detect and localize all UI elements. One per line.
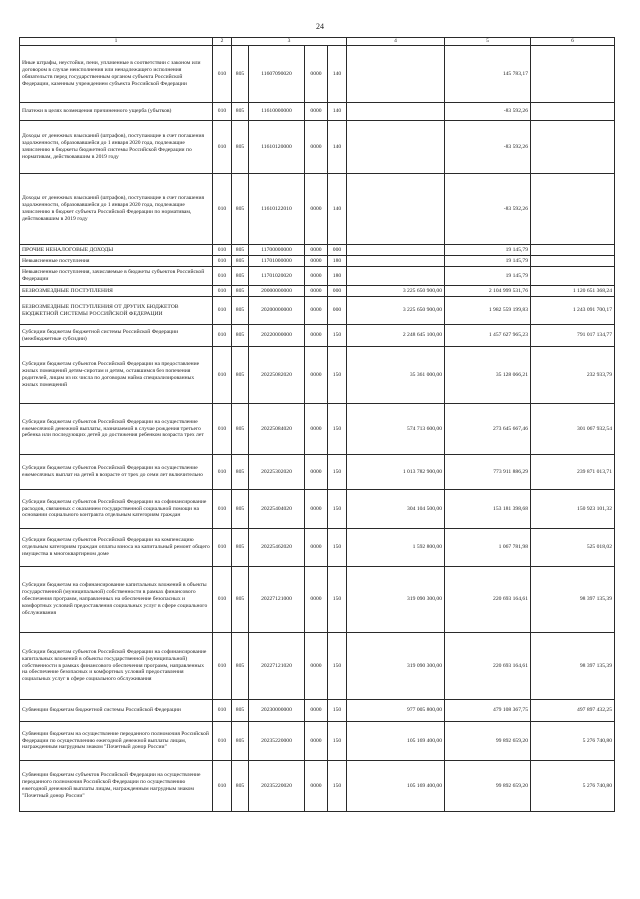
program-code: 0000 [305,103,328,121]
remaining-amount: 5 276 740,80 [531,761,615,812]
chapter-code: 805 [232,404,249,455]
admin-code: 010 [213,121,232,174]
kosgu-code: 180 [328,267,347,286]
row-name: Субсидии бюджетам на софинансирование капитальных вложений в объекты государственной (муниципальной) собственности в рамках финансового обеспечения программ, направленных на обеспечение безопасных и комфортных условий предоставления социальных услуг в сфере социального обслуживания [20,567,213,633]
admin-code: 010 [213,455,232,490]
actual-amount: 220 693 164,61 [445,567,531,633]
column-header: 3 [232,38,347,46]
plan-amount: 574 713 600,00 [347,404,445,455]
plan-amount [347,256,445,267]
chapter-code: 805 [232,490,249,529]
plan-amount [347,267,445,286]
plan-amount: 977 005 800,00 [347,700,445,722]
row-name: Доходы от денежных взысканий (штрафов), поступающие в счет погашения задолженности, образовавшейся до 1 января 2020 года, подлежащие зачислению в бюджет субъекта Российской Федерации по нормативам, действовавшим в 2019 году [20,174,213,245]
actual-amount: 1 067 781,98 [445,529,531,567]
admin-code: 010 [213,325,232,347]
plan-amount: 105 169 400,00 [347,761,445,812]
admin-code: 010 [213,103,232,121]
admin-code: 010 [213,490,232,529]
remaining-amount: 239 871 013,71 [531,455,615,490]
remaining-amount: 98 397 135,39 [531,567,615,633]
kosgu-code: 140 [328,121,347,174]
plan-amount [347,174,445,245]
chapter-code: 805 [232,455,249,490]
program-code: 0000 [305,633,328,700]
revenue-code: 20220000000 [249,325,305,347]
revenue-code: 20227121000 [249,567,305,633]
revenue-code: 20230000000 [249,700,305,722]
actual-amount: 479 108 367,75 [445,700,531,722]
program-code: 0000 [305,174,328,245]
row-name: Субвенции бюджетам бюджетной системы Российской Федерации [20,700,213,722]
table-row [20,286,615,297]
chapter-code: 805 [232,256,249,267]
table-row [20,325,615,347]
program-code: 0000 [305,761,328,812]
plan-amount [347,121,445,174]
column-header: 2 [213,38,232,46]
remaining-amount: 5 276 740,80 [531,722,615,761]
remaining-amount: 150 923 101,32 [531,490,615,529]
plan-amount [347,46,445,103]
program-code: 0000 [305,267,328,286]
kosgu-code: 140 [328,174,347,245]
admin-code: 010 [213,529,232,567]
table-row [20,722,615,761]
actual-amount: 35 128 066,21 [445,347,531,404]
table-row [20,455,615,490]
row-name: Субсидии бюджетам субъектов Российской Федерации на предоставление жилых помещений детям-сиротам и детям, оставшимся без попечения родителей, лицам из их числа по договорам найма специализированных жилых помещений [20,347,213,404]
admin-code: 010 [213,297,232,325]
table-row [20,245,615,256]
row-name: БЕЗВОЗМЕЗДНЫЕ ПОСТУПЛЕНИЯ [20,286,213,297]
remaining-amount [531,46,615,103]
revenue-code: 11610000000 [249,103,305,121]
chapter-code: 805 [232,722,249,761]
actual-amount: 2 104 999 531,76 [445,286,531,297]
table-row [20,121,615,174]
admin-code: 010 [213,633,232,700]
kosgu-code: 150 [328,529,347,567]
kosgu-code: 000 [328,286,347,297]
kosgu-code: 150 [328,761,347,812]
admin-code: 010 [213,404,232,455]
program-code: 0000 [305,256,328,267]
admin-code: 010 [213,174,232,245]
kosgu-code: 150 [328,404,347,455]
admin-code: 010 [213,256,232,267]
chapter-code: 805 [232,700,249,722]
admin-code: 010 [213,722,232,761]
remaining-amount: 497 897 432,25 [531,700,615,722]
chapter-code: 805 [232,347,249,404]
chapter-code: 805 [232,267,249,286]
program-code: 0000 [305,700,328,722]
revenue-table [19,37,615,812]
column-header: 6 [531,38,615,46]
kosgu-code: 180 [328,256,347,267]
actual-amount: 220 693 164,61 [445,633,531,700]
chapter-code: 805 [232,121,249,174]
row-name: Субсидии бюджетам субъектов Российской Федерации на софинансирование расходов, связанных с оказанием государственной социальной помощи на основании социального контракта отдельным категориям граждан [20,490,213,529]
revenue-code: 20225084020 [249,404,305,455]
table-row [20,46,615,103]
actual-amount: 153 181 398,68 [445,490,531,529]
actual-amount: -83 592,26 [445,121,531,174]
row-name: Платежи в целях возмещения причиненного ущерба (убытков) [20,103,213,121]
chapter-code: 805 [232,46,249,103]
admin-code: 010 [213,245,232,256]
table-row [20,567,615,633]
kosgu-code: 140 [328,103,347,121]
revenue-code: 20227121020 [249,633,305,700]
admin-code: 010 [213,567,232,633]
actual-amount: 273 645 667,46 [445,404,531,455]
revenue-code: 11607090020 [249,46,305,103]
chapter-code: 805 [232,325,249,347]
remaining-amount: 98 397 135,39 [531,633,615,700]
plan-amount: 1 013 782 900,00 [347,455,445,490]
program-code: 0000 [305,286,328,297]
row-name: Субсидии бюджетам субъектов Российской Федерации на осуществление ежемесячных выплат на детей в возрасте от трех до семи лет включительно [20,455,213,490]
remaining-amount [531,256,615,267]
kosgu-code: 150 [328,325,347,347]
revenue-code: 20225404020 [249,490,305,529]
kosgu-code: 140 [328,46,347,103]
table-row [20,347,615,404]
kosgu-code: 150 [328,347,347,404]
row-name: Иные штрафы, неустойки, пени, уплаченные в соответствии с законом или договором в случае неисполнения или ненадлежащего исполнения обязательств перед государственным органом субъекта Российской Федерации, казенным учреждением субъекта Российской Федерации [20,46,213,103]
chapter-code: 805 [232,529,249,567]
actual-amount: 19 145,79 [445,267,531,286]
plan-amount [347,103,445,121]
revenue-code: 20235220020 [249,761,305,812]
plan-amount: 35 361 000,00 [347,347,445,404]
admin-code: 010 [213,267,232,286]
kosgu-code: 150 [328,633,347,700]
admin-code: 010 [213,700,232,722]
actual-amount: 19 145,79 [445,256,531,267]
chapter-code: 805 [232,761,249,812]
actual-amount: 19 145,79 [445,245,531,256]
column-header: 4 [347,38,445,46]
kosgu-code: 150 [328,700,347,722]
column-header: 1 [20,38,213,46]
program-code: 0000 [305,722,328,761]
program-code: 0000 [305,404,328,455]
chapter-code: 805 [232,245,249,256]
remaining-amount: 1 120 651 368,24 [531,286,615,297]
revenue-code: 20235220000 [249,722,305,761]
row-name: Субвенции бюджетам на осуществление переданного полномочия Российской Федерации по осуществлению ежегодной денежной выплаты лицам, награжденным нагрудным знаком "Почетный донор России" [20,722,213,761]
actual-amount: -83 592,26 [445,103,531,121]
actual-amount: 773 911 886,29 [445,455,531,490]
revenue-code: 11610122010 [249,174,305,245]
revenue-code: 11701020020 [249,267,305,286]
revenue-code: 11701000000 [249,256,305,267]
kosgu-code: 000 [328,297,347,325]
kosgu-code: 150 [328,722,347,761]
program-code: 0000 [305,325,328,347]
admin-code: 010 [213,286,232,297]
remaining-amount [531,103,615,121]
column-number-row [20,38,615,46]
admin-code: 010 [213,347,232,404]
kosgu-code: 000 [328,245,347,256]
remaining-amount: 525 018,02 [531,529,615,567]
chapter-code: 805 [232,103,249,121]
remaining-amount: 1 243 091 700,17 [531,297,615,325]
actual-amount: -83 592,26 [445,174,531,245]
table-row [20,529,615,567]
row-name: Невыясненные поступления, зачисляемые в бюджеты субъектов Российской Федерации [20,267,213,286]
plan-amount: 319 090 300,00 [347,633,445,700]
table-row [20,103,615,121]
chapter-code: 805 [232,297,249,325]
actual-amount: 1 982 559 199,83 [445,297,531,325]
revenue-code: 11700000000 [249,245,305,256]
program-code: 0000 [305,455,328,490]
row-name: БЕЗВОЗМЕЗДНЫЕ ПОСТУПЛЕНИЯ ОТ ДРУГИХ БЮДЖЕТОВ БЮДЖЕТНОЙ СИСТЕМЫ РОССИЙСКОЙ ФЕДЕРАЦИИ [20,297,213,325]
table-row [20,256,615,267]
column-header: 5 [445,38,531,46]
program-code: 0000 [305,297,328,325]
row-name: Субсидии бюджетам субъектов Российской Федерации на софинансирование капитальных вложений в объекты государственной (муниципальной) собственности в рамках финансового обеспечения программ, направленных на обеспечение безопасных и комфортных условий предоставления социальных услуг в сфере социального обслуживания [20,633,213,700]
actual-amount: 1 457 627 965,23 [445,325,531,347]
kosgu-code: 150 [328,567,347,633]
remaining-amount [531,267,615,286]
table-row [20,297,615,325]
program-code: 0000 [305,529,328,567]
row-name: Субвенции бюджетам субъектов Российской Федерации на осуществление переданного полномочия Российской Федерации по осуществлению ежегодной денежной выплаты лицам, награжденным нагрудным знаком "Почетный донор России" [20,761,213,812]
chapter-code: 805 [232,286,249,297]
plan-amount: 2 248 645 100,00 [347,325,445,347]
table-row [20,404,615,455]
plan-amount: 3 225 650 900,00 [347,297,445,325]
row-name: Субсидии бюджетам субъектов Российской Федерации на компенсацию отдельным категориям граждан оплаты взноса на капитальный ремонт общего имущества в многоквартирном доме [20,529,213,567]
plan-amount [347,245,445,256]
revenue-code: 11610120000 [249,121,305,174]
chapter-code: 805 [232,174,249,245]
remaining-amount [531,121,615,174]
plan-amount: 319 090 300,00 [347,567,445,633]
revenue-code: 20200000000 [249,297,305,325]
row-name: Доходы от денежных взысканий (штрафов), поступающие в счет погашения задолженности, образовавшейся до 1 января 2020 года, подлежащие зачислению в бюджеты бюджетной системы Российской Федерации по нормативам, действовавшим в 2019 году [20,121,213,174]
table-row [20,700,615,722]
table-row [20,490,615,529]
remaining-amount: 301 067 932,54 [531,404,615,455]
program-code: 0000 [305,567,328,633]
row-name: Субсидии бюджетам бюджетной системы Российской Федерации (межбюджетные субсидии) [20,325,213,347]
actual-amount: 99 892 659,20 [445,761,531,812]
plan-amount: 304 104 500,00 [347,490,445,529]
remaining-amount: 791 017 134,77 [531,325,615,347]
plan-amount: 3 225 650 900,00 [347,286,445,297]
table-row [20,174,615,245]
revenue-code: 20000000000 [249,286,305,297]
plan-amount: 1 592 800,00 [347,529,445,567]
kosgu-code: 150 [328,490,347,529]
remaining-amount [531,174,615,245]
remaining-amount [531,245,615,256]
actual-amount: 145 783,17 [445,46,531,103]
row-name: Субсидии бюджетам субъектов Российской Федерации на осуществление ежемесячной денежной выплаты, назначаемой в случае рождения третьего ребенка или последующих детей до достижения ребенком возраста трех лет [20,404,213,455]
actual-amount: 99 892 659,20 [445,722,531,761]
program-code: 0000 [305,121,328,174]
revenue-code: 20225302020 [249,455,305,490]
program-code: 0000 [305,490,328,529]
program-code: 0000 [305,347,328,404]
row-name: Невыясненные поступления [20,256,213,267]
table-row [20,761,615,812]
kosgu-code: 150 [328,455,347,490]
table-row [20,633,615,700]
remaining-amount: 232 933,79 [531,347,615,404]
program-code: 0000 [305,46,328,103]
admin-code: 010 [213,761,232,812]
program-code: 0000 [305,245,328,256]
revenue-code: 20225082020 [249,347,305,404]
row-name: ПРОЧИЕ НЕНАЛОГОВЫЕ ДОХОДЫ [20,245,213,256]
chapter-code: 805 [232,633,249,700]
chapter-code: 805 [232,567,249,633]
plan-amount: 105 169 400,00 [347,722,445,761]
page-number: 24 [316,22,324,31]
table-row [20,267,615,286]
revenue-code: 20225462020 [249,529,305,567]
admin-code: 010 [213,46,232,103]
